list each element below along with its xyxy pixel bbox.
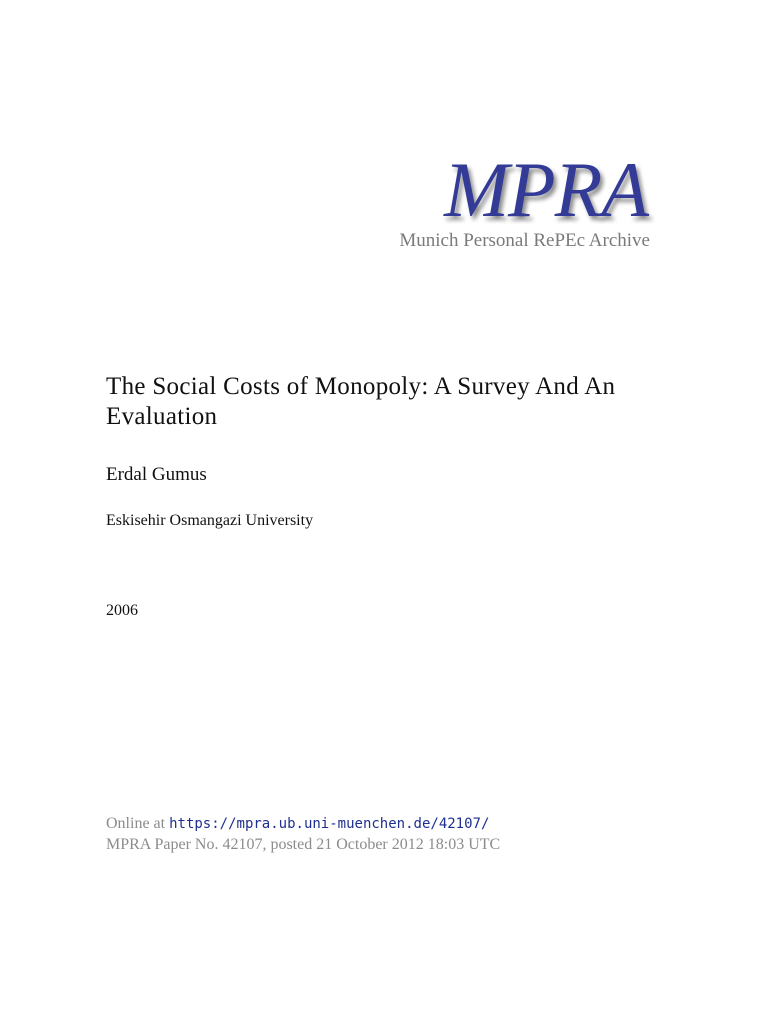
paper-title: The Social Costs of Monopoly: A Survey And An Evaluation: [106, 373, 616, 430]
paper-info-line: MPRA Paper No. 42107, posted 21 October 2012 18:03 UTC: [106, 836, 501, 853]
author-affiliation: Eskisehir Osmangazi University: [106, 512, 314, 529]
online-prefix: Online at: [106, 815, 170, 832]
author-name: Erdal Gumus: [106, 464, 207, 485]
paper-url-link[interactable]: https://mpra.ub.uni-muenchen.de/42107/: [169, 816, 490, 832]
archive-name: Munich Personal RePEc Archive: [399, 230, 650, 251]
mpra-logo-block: [350, 146, 660, 251]
publication-year: 2006: [106, 602, 138, 619]
online-at-line: [106, 815, 489, 833]
mpra-logo: MPRA: [444, 146, 648, 233]
